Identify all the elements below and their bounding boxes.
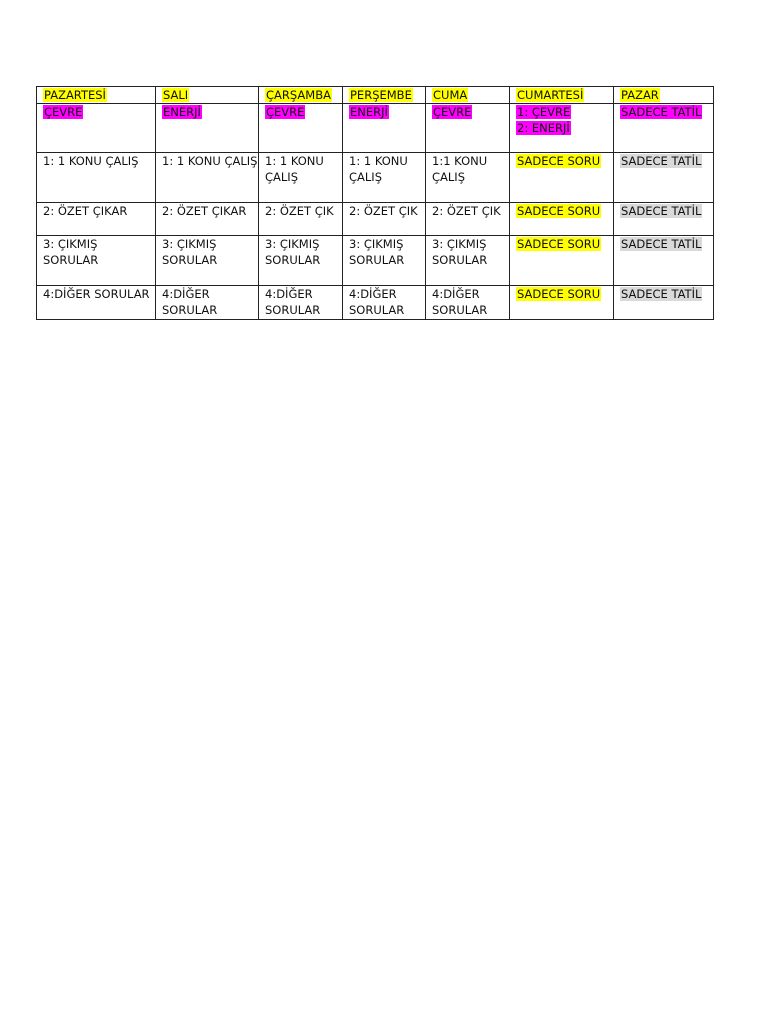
topic-line [516, 104, 613, 120]
task-cell-pazar [614, 203, 714, 236]
task-cell-pazar [614, 286, 714, 320]
task-cell: 1: 1 KONU ÇALIŞ [343, 153, 426, 203]
header-cell-pazartesi [37, 87, 156, 104]
task-cell: 2: ÖZET ÇIK [259, 203, 343, 236]
header-label: PAZARTESİ [44, 88, 106, 102]
header-row [37, 87, 714, 104]
task-cell: 4:DİĞER SORULAR [343, 286, 426, 320]
task-cell: 2: ÖZET ÇIKAR [37, 203, 156, 236]
task-label: SADECE SORU [517, 237, 601, 251]
topic-label: ENERJİ [350, 105, 388, 119]
task-label: SADECE SORU [517, 204, 601, 218]
header-label: CUMA [433, 88, 468, 102]
task-cell-pazar [614, 153, 714, 203]
task-label: SADECE SORU [517, 154, 601, 168]
task-row-4 [37, 286, 714, 320]
task-cell-cumartesi [510, 286, 614, 320]
header-cell-cumartesi [510, 87, 614, 104]
topic-cell-pazartesi [37, 104, 156, 153]
task-label: SADECE TATİL [621, 287, 702, 301]
topic-label: ÇEVRE [266, 105, 305, 119]
header-label: SALI [163, 88, 189, 102]
task-cell-pazar [614, 236, 714, 286]
header-cell-persembe [343, 87, 426, 104]
header-cell-sali [156, 87, 259, 104]
topic-cell-cumartesi [510, 104, 614, 153]
task-cell: 4:DİĞER SORULAR [37, 286, 156, 320]
task-cell-cumartesi [510, 203, 614, 236]
topic-cell-carsamba [259, 104, 343, 153]
task-row-2 [37, 203, 714, 236]
task-cell: 3: ÇIKMIŞ SORULAR [156, 236, 259, 286]
header-cell-cuma [426, 87, 510, 104]
topic-line [516, 120, 613, 136]
weekly-schedule-table [36, 86, 714, 320]
task-label: SADECE TATİL [621, 237, 702, 251]
topic-cell-persembe [343, 104, 426, 153]
task-cell: 1: 1 KONU ÇALIŞ [37, 153, 156, 203]
task-cell: 3: ÇIKMIŞ SORULAR [259, 236, 343, 286]
task-cell: 3: ÇIKMIŞ SORULAR [37, 236, 156, 286]
task-cell: 2: ÖZET ÇIKAR [156, 203, 259, 236]
task-cell: 2: ÖZET ÇIK [426, 203, 510, 236]
task-cell: 2: ÖZET ÇIK [343, 203, 426, 236]
task-cell: 4:DİĞER SORULAR [156, 286, 259, 320]
task-row-3 [37, 236, 714, 286]
task-cell: 1:1 KONU ÇALIŞ [426, 153, 510, 203]
task-label: SADECE SORU [517, 287, 601, 301]
task-cell: 4:DİĞER SORULAR [426, 286, 510, 320]
task-cell: 3: ÇIKMIŞ SORULAR [426, 236, 510, 286]
task-cell-cumartesi [510, 153, 614, 203]
task-cell: 1: 1 KONU ÇALIŞ [259, 153, 343, 203]
topic-label: ÇEVRE [433, 105, 472, 119]
task-label: SADECE TATİL [621, 154, 702, 168]
topic-label: ÇEVRE [44, 105, 83, 119]
topic-row [37, 104, 714, 153]
topic-cell-pazar [614, 104, 714, 153]
header-label: PAZAR [621, 88, 659, 102]
header-label: PERŞEMBE [350, 88, 412, 102]
task-cell: 1: 1 KONU ÇALIŞ [156, 153, 259, 203]
header-label: ÇARŞAMBA [266, 88, 331, 102]
topic-label: ENERJİ [163, 105, 201, 119]
header-cell-pazar [614, 87, 714, 104]
topic-cell-cuma [426, 104, 510, 153]
task-row-1 [37, 153, 714, 203]
topic-label: 1: ÇEVRE [517, 105, 571, 119]
header-cell-carsamba [259, 87, 343, 104]
task-cell: 3: ÇIKMIŞ SORULAR [343, 236, 426, 286]
topic-label: 2: ENERJİ [517, 121, 570, 135]
task-label: SADECE TATİL [621, 204, 702, 218]
header-label: CUMARTESİ [517, 88, 584, 102]
topic-cell-sali [156, 104, 259, 153]
topic-label: SADECE TATİL [621, 105, 702, 119]
task-cell: 4:DİĞER SORULAR [259, 286, 343, 320]
task-cell-cumartesi [510, 236, 614, 286]
